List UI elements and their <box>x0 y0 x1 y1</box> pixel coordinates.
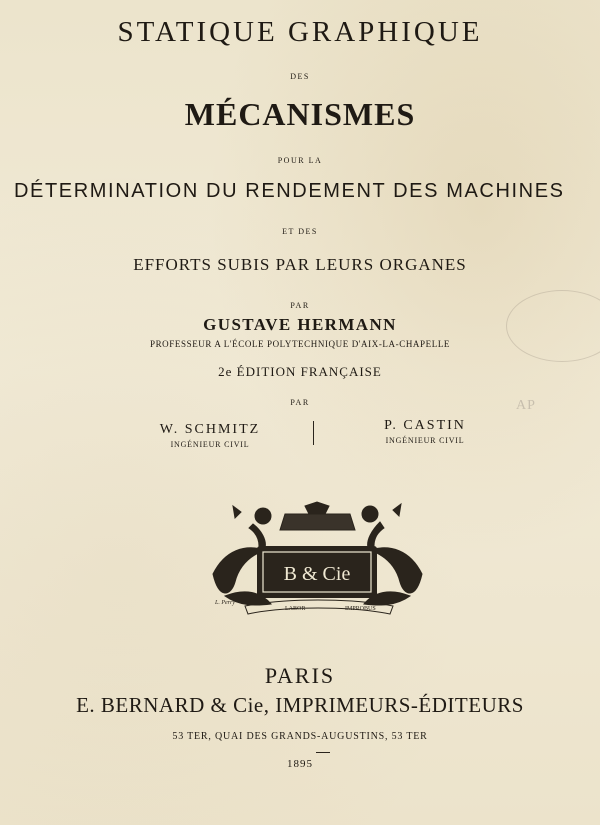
title-line-3: DÉTERMINATION DU RENDEMENT DES MACHINES <box>14 180 565 202</box>
publisher-emblem <box>205 500 430 622</box>
imprint-year: 1895 <box>287 758 313 770</box>
library-stamp <box>506 290 600 362</box>
imprint-address: 53 TER, QUAI DES GRANDS-AUGUSTINS, 53 TER <box>172 731 428 742</box>
imprint-publisher: E. BERNARD & Cie, IMPRIMEURS-ÉDITEURS <box>76 693 524 717</box>
translator-left-role: INGÉNIEUR CIVIL <box>170 440 250 449</box>
translator-left <box>140 422 280 449</box>
year-rule <box>316 752 330 753</box>
imprint-city: PARIS <box>264 663 336 688</box>
translator-divider <box>313 421 314 445</box>
connector-des: DES <box>290 72 310 81</box>
ribbon-left-text: LABOR <box>285 606 306 612</box>
translator-left-name: W. SCHMITZ <box>159 422 261 437</box>
title-line-2: MÉCANISMES <box>184 96 416 132</box>
connector-par-author: PAR <box>290 301 310 310</box>
title-line-4: EFFORTS SUBIS PAR LEURS ORGANES <box>133 255 467 274</box>
ribbon-right-text: IMPROBUS <box>345 606 376 612</box>
connector-par-translators: PAR <box>290 398 310 407</box>
edition-label: 2e ÉDITION FRANÇAISE <box>218 364 382 379</box>
title-line-1: STATIQUE GRAPHIQUE <box>117 16 483 48</box>
engraver-signature: L. Perry <box>215 600 235 606</box>
author-name: GUSTAVE HERMANN <box>203 315 397 334</box>
connector-pour-la: POUR LA <box>277 156 323 165</box>
connector-et-des: ET DES <box>282 227 318 236</box>
author-role: PROFESSEUR A L'ÉCOLE POLYTECHNIQUE D'AIX-LA-CHAPELLE <box>149 339 451 349</box>
translator-right-name: P. CASTIN <box>384 418 466 433</box>
translator-right <box>350 418 500 445</box>
stamp-text: AP <box>516 398 536 413</box>
translator-right-role: INGÉNIEUR CIVIL <box>385 436 465 445</box>
emblem-monogram: B & Cie <box>283 563 351 585</box>
